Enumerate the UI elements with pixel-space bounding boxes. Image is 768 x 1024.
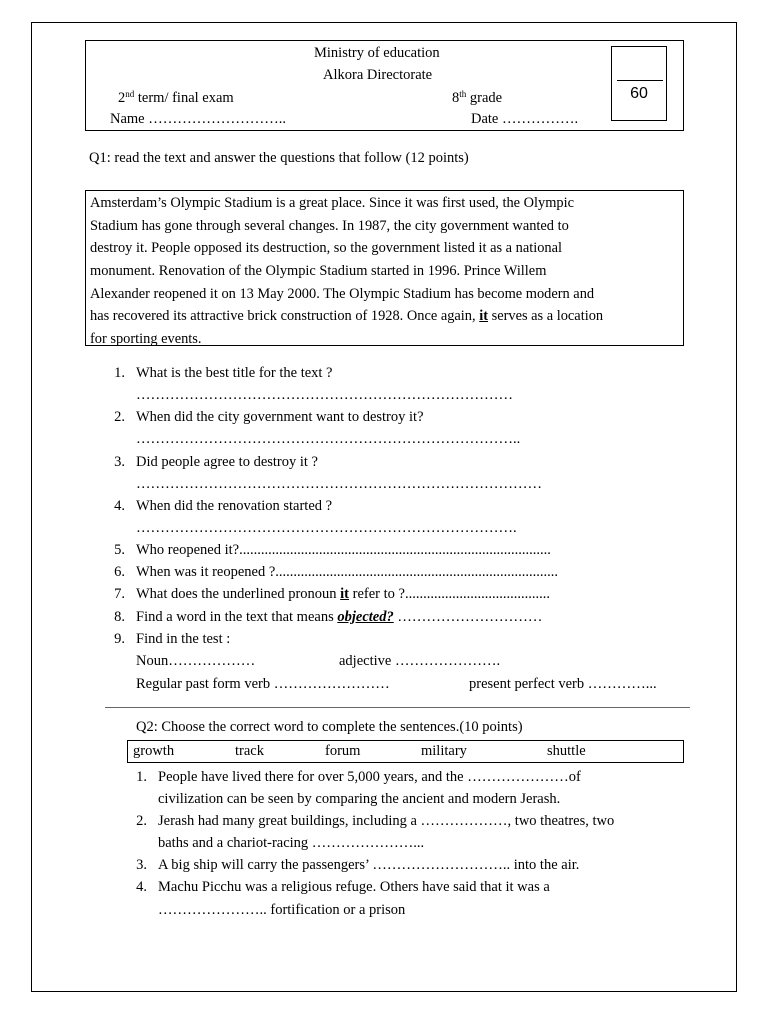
sentence-number: 2. xyxy=(136,813,147,829)
sentence-text[interactable]: People have lived there for over 5,000 years, and the …………………of xyxy=(158,769,581,785)
underlined-pronoun: it xyxy=(340,586,350,602)
sentence-text[interactable]: baths and a chariot-racing …………………... xyxy=(158,835,425,851)
date-field[interactable]: Date ……………. xyxy=(471,111,579,127)
question-number: 6. xyxy=(114,564,125,580)
answer-line[interactable]: …………………………………………………………………… xyxy=(136,387,513,403)
find-adjective[interactable]: adjective …………………. xyxy=(339,653,501,669)
sentence-text[interactable]: ………………….. fortification or a prison xyxy=(158,902,406,918)
passage-line: Stadium has gone through several changes. In 1987, the city government wanted to xyxy=(90,217,569,234)
answer-line[interactable]: ………………………………………………………………………… xyxy=(136,476,542,492)
question-number: 7. xyxy=(114,586,125,602)
score-line xyxy=(617,80,663,81)
passage-line: has recovered its attractive brick construction of 1928. Once again, it serves as a location xyxy=(90,308,604,325)
sentence-number: 1. xyxy=(136,769,147,785)
question-text[interactable]: Who reopened it?...................................................................................... xyxy=(136,542,551,558)
underlined-pronoun: it xyxy=(479,308,488,325)
question-text[interactable]: What does the underlined pronoun it refer to ?........................................ xyxy=(136,586,550,602)
score-total: 60 xyxy=(630,85,648,102)
passage-line: Alexander reopened it on 13 May 2000. The Olympic Stadium has become modern and xyxy=(90,285,595,302)
question-text: When did the city government want to destroy it? xyxy=(136,409,424,425)
sentence-number: 4. xyxy=(136,879,147,895)
question-number: 2. xyxy=(114,409,125,425)
q2-instruction: Q2: Choose the correct word to complete the sentences.(10 points) xyxy=(136,719,523,735)
word-bank-item: track xyxy=(235,743,264,759)
grade-label: 8th grade xyxy=(452,89,503,106)
passage-line: monument. Renovation of the Olympic Stadium started in 1996. Prince Willem xyxy=(90,263,547,280)
question-number: 1. xyxy=(114,365,125,381)
question-text: When did the renovation started ? xyxy=(136,498,333,514)
find-regular-past[interactable]: Regular past form verb …………………… xyxy=(136,676,390,692)
word-bank-item: growth xyxy=(133,743,175,759)
passage-line: destroy it. People opposed its destruction, so the government listed it as a national xyxy=(90,240,563,257)
section-divider xyxy=(105,707,690,708)
find-present-perfect[interactable]: present perfect verb …………... xyxy=(469,676,657,692)
sentence-text: civilization can be seen by comparing the ancient and modern Jerash. xyxy=(158,791,561,807)
word-bank xyxy=(127,740,684,763)
q1-instruction: Q1: read the text and answer the questions that follow (12 points) xyxy=(89,150,469,166)
score-box xyxy=(611,46,667,121)
word-bank-item: shuttle xyxy=(547,743,586,759)
word-bank-item: military xyxy=(421,743,467,759)
question-text: Did people agree to destroy it ? xyxy=(136,454,318,470)
question-number: 8. xyxy=(114,609,125,625)
question-text[interactable]: When was it reopened ?.............................................................................. xyxy=(136,564,559,580)
sentence-text: Machu Picchu was a religious refuge. Others have said that it was a xyxy=(158,879,550,895)
question-text: What is the best title for the text ? xyxy=(136,365,333,381)
answer-line[interactable]: …………………………………………………………………….. xyxy=(136,431,521,447)
term-label: 2nd term/ final exam xyxy=(118,89,234,106)
sentence-text[interactable]: Jerash had many great buildings, including a ………………, two theatres, two xyxy=(158,813,615,829)
question-number: 5. xyxy=(114,542,125,558)
question-text[interactable]: Find a word in the text that means objected? ………………………… xyxy=(136,609,543,625)
question-number: 4. xyxy=(114,498,125,514)
passage-line: Amsterdam’s Olympic Stadium is a great place. Since it was first used, the Olympic xyxy=(90,195,574,211)
name-field[interactable]: Name ……………………….. xyxy=(110,111,286,127)
reading-passage xyxy=(85,190,684,346)
sentence-text[interactable]: A big ship will carry the passengers’ ……………………….. into the air. xyxy=(158,857,580,873)
sentence-number: 3. xyxy=(136,857,147,873)
question-text: Find in the test : xyxy=(136,631,231,647)
passage-line: for sporting events. xyxy=(90,331,202,348)
find-noun[interactable]: Noun……………… xyxy=(136,653,256,669)
directorate-name: Alkora Directorate xyxy=(323,67,433,83)
answer-line[interactable]: ……………………………………………………………………. xyxy=(136,520,517,536)
question-number: 9. xyxy=(114,631,125,647)
ministry-name: Ministry of education xyxy=(314,45,440,61)
question-number: 3. xyxy=(114,454,125,470)
word-bank-item: forum xyxy=(325,743,361,759)
keyword-objected: objected? xyxy=(337,609,394,625)
